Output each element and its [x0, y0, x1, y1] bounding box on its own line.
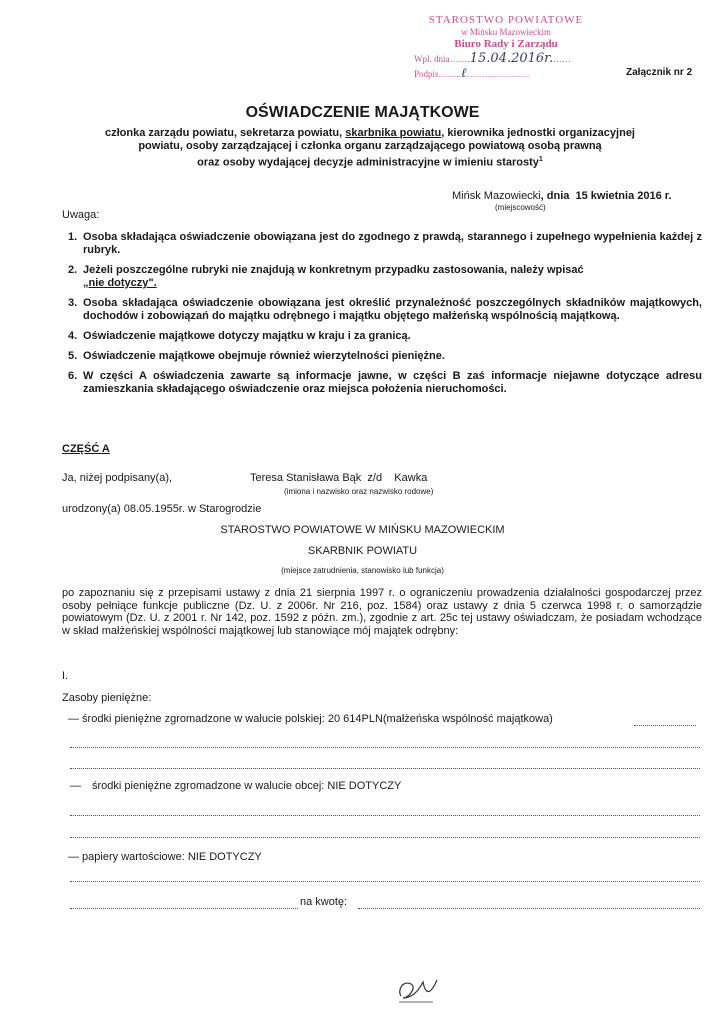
stamp-signed-label: Podpis: [414, 69, 439, 79]
dotted-line: [70, 746, 700, 748]
document-subtitle: [70, 127, 670, 170]
subtitle-footnote: 1: [538, 156, 543, 163]
stamp-signed-row: Podpis……..ℓ…………………: [414, 66, 530, 81]
notes-list: [62, 231, 702, 403]
dotted-line: [70, 880, 700, 882]
part-a-heading: CZĘŚĆ A: [62, 443, 110, 455]
dotted-line: [70, 907, 298, 909]
name-caption: (imiona i nazwisko oraz nazwisko rodowe): [284, 487, 434, 496]
stamp-received-row: Wpl. dnia…….15.04.2016r.……: [414, 51, 572, 66]
declarant-name: Teresa Stanisława Bąk z/d Kawka: [250, 472, 428, 484]
position: SKARBNIK POWIATU: [307, 545, 418, 557]
subtitle-line1-suffix: , kierownika jednostki organizacyjnej: [441, 127, 635, 139]
subtitle-line3: oraz osoby wydającej decyzje administracyjne w imieniu starosty: [197, 156, 539, 169]
list-item: 4. Oświadczenie majątkowe dotyczy majątku w kraju i za granicą.: [68, 330, 411, 342]
securities: — papiery wartościowe: NIE DOTYCZY: [68, 851, 262, 863]
date-label: , dnia: [540, 190, 570, 202]
list-item: 6. W części A oświadczenia zawarte są informacje jawne, w części B zaś informacje niejawne dotyczące adresu zamieszkania składającego oświadczenie oraz miejsca położenia nieruchomości.: [68, 370, 702, 395]
amount-label: na kwotę:: [300, 896, 348, 908]
declaration-intro: po zapoznaniu się z przepisami ustawy z dnia 21 sierpnia 1997 r. o ograniczeniu prowadzenia działalności gospodarczej przez osoby pełniące funkcje publiczne (Dz. U. z 2006r. Nr 216, poz. 1584) oraz ustawy z dnia 5 czerwca 1998 r. o samorządzie powiatowym (Dz. U. z 2001 r. Nr 142, poz. 1592 z późn. zm.), zgodnie z art. 25c tej ustawy oświadczam, że posiadam wchodzące w skład małżeńskiej wspólności majątkowej lub stanowiące mój majątek odrębny:: [62, 587, 702, 637]
list-item: 5. Oświadczenie majątkowe obejmuje również wierzytelności pieniężne.: [68, 350, 445, 362]
dotted-line: [70, 836, 700, 838]
dotted-line: [634, 724, 696, 726]
stamp-line-2: w Mińsku Mazowieckim: [461, 27, 551, 37]
dotted-line: [358, 907, 700, 909]
subtitle-line2: powiatu, osoby zarządzającej i członka organu zarządzającego powiatową osobą prawną: [138, 140, 602, 152]
subtitle-underlined-role: skarbnika powiatu: [345, 127, 442, 139]
subtitle-line1-prefix: członka zarządu powiatu, sekretarza powiatu,: [104, 127, 346, 139]
registry-stamp: [414, 14, 598, 94]
initials-signature: [393, 968, 443, 1008]
section-heading: Zasoby pieniężne:: [62, 692, 152, 704]
cash-foreign-dash: —: [70, 780, 81, 792]
place-date: [452, 190, 672, 202]
birth-info: urodzony(a) 08.05.1955r. w Starogrodzie: [62, 503, 262, 515]
notes-heading: Uwaga:: [62, 209, 100, 221]
employer-caption: (miejsce zatrudnienia, stanowisko lub funkcja): [281, 566, 444, 575]
list-item: 1. Osoba składająca oświadczenie obowiązana jest do zgodnego z prawdą, starannego i zupełnego wypełnienia każdej z rubryk.: [68, 231, 702, 256]
stamp-line-3: Biuro Rady i Zarządu: [454, 38, 558, 50]
stamp-received-value: 15.04.2016r.: [469, 51, 554, 66]
stamp-line-1: STAROSTWO POWIATOWE: [428, 14, 584, 26]
stamp-received-label: Wpl. dnia: [414, 54, 450, 64]
place-caption: (miejscowość): [495, 203, 546, 212]
stamp-initials: ℓ: [461, 66, 467, 81]
document-title: OŚWIADCZENIE MAJĄTKOWE: [245, 104, 480, 121]
cash-pln: — środki pieniężne zgromadzone w walucie polskiej: 20 614PLN(małżeńska wspólność majątkowa): [68, 713, 553, 725]
place-name: Mińsk Mazowiecki: [452, 190, 541, 202]
list-item: 3. Osoba składająca oświadczenie obowiązana jest określić przynależność poszczególnych składników majątkowych, dochodów i zobowiązań do majątku odrębnego i majątku objętego małżeńską wspólnością majątkową.: [68, 297, 702, 322]
dotted-line: [70, 814, 700, 816]
signed-label: Ja, niżej podpisany(a),: [62, 472, 173, 484]
list-item: 2. Jeżeli poszczególne rubryki nie znajdują w konkretnym przypadku zastosowania, należy wpisać „nie dotyczy".: [68, 264, 584, 289]
employer: STAROSTWO POWIATOWE W MIŃSKU MAZOWIECKIM: [220, 524, 505, 536]
dotted-line: [70, 767, 700, 769]
date-value: 15 kwietnia 2016 r.: [575, 190, 672, 202]
cash-foreign: środki pieniężne zgromadzone w walucie obcej: NIE DOTYCZY: [92, 780, 402, 792]
annex-label: Załącznik nr 2: [626, 67, 693, 78]
section-roman: I.: [62, 670, 69, 682]
